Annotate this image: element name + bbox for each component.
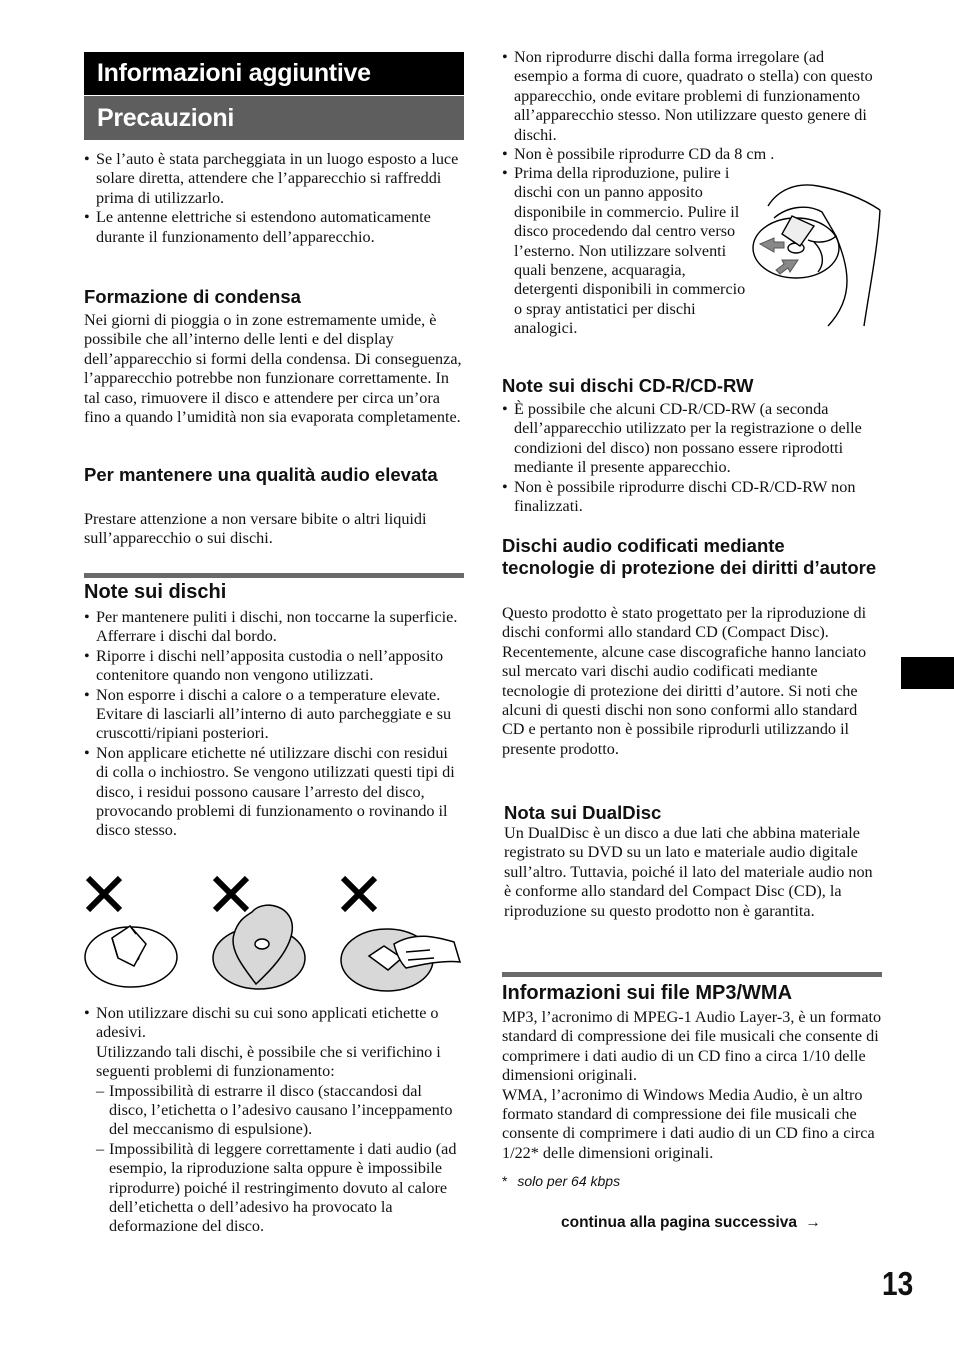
list-item: • Per mantenere puliti i dischi, non toccarne la superficie. Afferrare i dischi dal bordo.	[84, 608, 464, 647]
etichette-paragraph: Utilizzando tali dischi, è possibile che si verifichino i seguenti problemi di funzionamento:	[96, 1042, 441, 1081]
list-item: • È possibile che alcuni CD-R/CD-RW (a seconda dell’apparecchio utilizzato per la registrazione o delle condizioni del disco) non possano essere riprodotti mediante il presente apparecchio.	[502, 400, 882, 478]
side-tab-marker	[901, 657, 954, 689]
page-number: 13	[882, 1265, 914, 1302]
disc-warning-illustrations	[84, 872, 464, 992]
list-item: • Se l’auto è stata parcheggiata in un luogo esposto a luce solare diretta, attendere che l’apparecchio si raffreddi prima di utilizzarlo.	[84, 150, 464, 208]
pulizia-block	[502, 164, 748, 339]
dash-item: – Impossibilità di leggere correttamente i dati audio (ad esempio, la riproduzione salta oppure è impossibile riprodurre) poiché il restringimento dovuto al calore dell’etichetta o dell’adesivo ha provocato la deformazione del disco.	[96, 1140, 464, 1237]
disc-cleaning-icon	[752, 176, 884, 330]
dischi-list	[84, 608, 464, 841]
list-item: • Non è possibile riprodurre dischi CD-R/CD-RW non finalizzati.	[502, 478, 882, 517]
disc-with-label-icon	[85, 926, 177, 987]
dual-text: Un DualDisc è un disco a due lati che abbina materiale registrato su DVD su un lato e materiale audio digitale sull’altro. Tuttavia, poiché il lato del materiale audio non è conforme allo standard del Compact Disc (CD), la riproduzione su questo prodotto non è garantita.	[504, 824, 873, 920]
heart-disc-icon	[213, 905, 305, 989]
disc-with-sticker-icon	[341, 929, 460, 991]
section-divider	[84, 573, 464, 578]
prot-text: Questo prodotto è stato progettato per la riproduzione di dischi conformi allo standard CD (Compact Disc). Recentemente, alcune case discografiche hanno lanciato sul mercato vari dischi audio codificati mediante tecnologie di protezione dei diritti d’autore. Si noti che alcuni di questi dischi non sono conformi allo standard CD e pertanto non è possibile riprodurli utilizzando il presente prodotto.	[502, 604, 867, 758]
list-item: • Non riprodurre dischi dalla forma irregolare (ad esempio a forma di cuore, quadrato o stella) con questo apparecchio, onde evitare problemi di funzionamento all’apparecchio stesso. Non utilizzare questo genere di dischi.	[502, 48, 882, 145]
right-top-list	[502, 48, 882, 164]
condensa-text: Nei giorni di pioggia o in zone estremamente umide, è possibile che all’interno delle lenti e del display dell’apparecchio si formi della condensa. Di conseguenza, l’apparecchio potrebbe non funzionare correttamente. In tal caso, rimuovere il disco e attendere per circa un’ora fino a quando l’umidità non sia evaporata completamente.	[84, 311, 462, 427]
footnote	[502, 1173, 620, 1190]
arrow-right-icon: →	[805, 1214, 821, 1231]
x-mark-icon	[88, 878, 120, 910]
list-item: • Le antenne elettriche si estendono automaticamente durante il funzionamento dell’apparecchio.	[84, 208, 464, 247]
footnote-mark: *	[502, 1173, 508, 1189]
dash-item: – Impossibilità di estrarre il disco (staccandosi dal disco, l’etichetta o l’adesivo causano l’inceppamento del meccanismo di espulsione).	[96, 1082, 464, 1140]
mp3-text: MP3, l’acronimo di MPEG-1 Audio Layer-3, è un formato standard di compressione dei file musicali che consente di comprimere i dati audio di un CD fino a circa 1/10 delle dimensioni originali. WMA, l’acronimo di Windows Media Audio, è un altro formato standard di compressione dei file musicali che consente di comprimere i dati audio di un CD fino a circa 1/22* delle dimensioni originali.	[502, 1008, 882, 1162]
x-mark-icon	[343, 878, 375, 910]
list-item: • Riporre i dischi nell’apposita custodia o nell’apposito contenitore quando non vengono utilizzati.	[84, 647, 464, 686]
etichette-block	[84, 1004, 464, 1237]
continue-link[interactable]	[561, 1214, 821, 1232]
condensa-heading: Formazione di condensa	[84, 286, 301, 307]
footnote-text: solo per 64 kbps	[517, 1173, 621, 1189]
cdr-heading: Note sui dischi CD-R/CD-RW	[502, 375, 754, 396]
intro-list	[84, 150, 464, 247]
continue-label: continua alla pagina successiva	[561, 1214, 798, 1231]
dischi-heading: Note sui dischi	[84, 581, 227, 603]
prot-heading: Dischi audio codificati mediante tecnologie di protezione dei diritti d’autore	[502, 535, 877, 578]
audio-heading: Per mantenere una qualità audio elevata	[84, 464, 438, 485]
section-divider	[502, 972, 882, 977]
x-mark-icon	[215, 878, 247, 910]
list-item: • Non è possibile riprodurre CD da 8 cm .	[502, 145, 882, 164]
dual-heading: Nota sui DualDisc	[504, 802, 662, 823]
audio-text: Prestare attenzione a non versare bibite o altri liquidi sull’apparecchio o sui dischi.	[84, 510, 427, 548]
list-item: • Non utilizzare dischi su cui sono applicati etichette o adesivi. Utilizzando tali dischi, è possibile che si verifichino i seguenti problemi di funzionamento: – Impossibilità di estrarre il disco (staccandosi dal disco, l’etichetta o l’adesivo causano l’inceppamento del meccanismo di espulsione). – Impossibilità di leggere correttamente i dati audio (ad esempio, la riproduzione salta oppure è impossibile riprodurre) poiché il restringimento dovuto al calore dell’etichetta o dell’adesivo ha provocato la deformazione del disco.	[84, 1004, 464, 1237]
list-item: • Prima della riproduzione, pulire i dischi con un panno apposito disponibile in commercio. Pulire il disco procedendo dal centro verso l’esterno. Non utilizzare solventi quali benzene, acquaragia, detergenti disponibili in commercio o spray antistatici per dischi analogici.	[502, 164, 748, 339]
list-item: • Non applicare etichette né utilizzare dischi con residui di colla o inchiostro. Se vengono utilizzati questi tipi di disco, i residui possono causare l’arresto del disco, provocando problemi di funzionamento o rovinando il disco stesso.	[84, 744, 464, 841]
mp3-heading: Informazioni sui file MP3/WMA	[502, 982, 793, 1004]
section-subtitle: Precauzioni	[84, 96, 464, 140]
list-item: • Non esporre i dischi a calore o a temperature elevate. Evitare di lasciarli all’interno di auto parcheggiate e su cruscotti/ripiani posteriori.	[84, 686, 464, 744]
section-title: Informazioni aggiuntive	[84, 52, 464, 95]
cdr-list	[502, 400, 882, 516]
